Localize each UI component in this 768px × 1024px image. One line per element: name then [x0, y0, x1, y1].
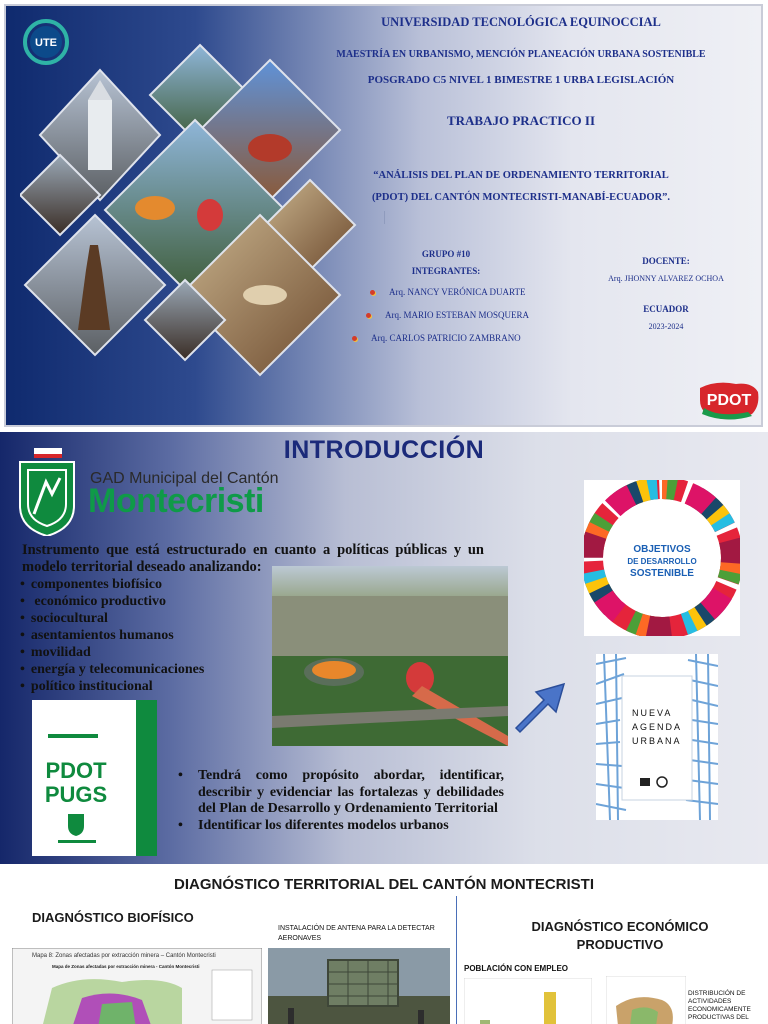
photo-collage: [20, 40, 365, 400]
bullet-icon: [370, 290, 375, 295]
population-caption: POBLACIÓN CON EMPLEO: [464, 964, 569, 973]
gad-name: Montecristi: [88, 482, 264, 520]
diagnostic-title: DIAGNÓSTICO TERRITORIAL DEL CANTÓN MONTECRISTI: [173, 876, 594, 893]
purpose-list: [174, 768, 504, 834]
nueva-agenda-urbana-cover: [596, 654, 718, 820]
divider: [456, 896, 457, 1024]
distribution-caption: DISTRIBUCIÓN DE ACTIVIDADES ECONOMICAMENTE PRODUCTIVAS DEL: [688, 990, 751, 1021]
slide-title: INTRODUCCIÓN: [283, 436, 485, 464]
period: 2023-2024: [648, 322, 684, 331]
list-item: • componentes biofísico: [20, 576, 204, 593]
gad-shield-logo: [16, 448, 78, 536]
svg-text:NUEVA: NUEVA: [632, 708, 673, 718]
list-item: • energía y telecomunicaciones: [20, 661, 204, 678]
gad-subtitle: GAD Municipal del Cantón: [90, 470, 279, 487]
svg-text:PDOT: PDOT: [706, 392, 752, 409]
svg-text:URBANA: URBANA: [632, 736, 682, 746]
master-program: MAESTRÍA EN URBANISMO, MENCIÓN PLANEACIÓN URBANA SOSTENIBLE: [336, 49, 706, 60]
bullet-icon: [366, 313, 371, 318]
svg-text:Mapa de Zonas afectadas por ex: Mapa de Zonas afectadas por extracción minera - Cantón Montecristi: [52, 964, 200, 969]
economic-heading: DIAGNÓSTICO ECONÓMICO PRODUCTIVO: [531, 919, 709, 952]
svg-text:UTE: UTE: [35, 37, 57, 49]
group-number: GRUPO #10: [421, 249, 471, 259]
teacher-label: DOCENTE:: [642, 256, 690, 266]
introduction-slide: [0, 432, 768, 864]
svg-text:SOSTENIBLE: SOSTENIBLE: [630, 568, 694, 579]
arrow-icon: [510, 678, 570, 738]
pdot-logo: [696, 378, 762, 422]
sdg-wheel-logo: [584, 480, 740, 636]
bullet-icon: [352, 336, 357, 341]
title-slide: [4, 4, 763, 427]
svg-text:PUGS: PUGS: [44, 782, 108, 807]
aerial-city-photo: [272, 566, 508, 746]
radar-antenna-photo: [268, 948, 450, 1024]
list-item: • movilidad: [20, 644, 204, 661]
university-name: UNIVERSIDAD TECNOLÓGICA EQUINOCCIAL: [381, 15, 661, 29]
pdot-pugs-cover: [32, 700, 157, 856]
members-label: INTEGRANTES:: [411, 266, 481, 276]
country: ECUADOR: [643, 304, 689, 314]
svg-text:PDOT: PDOT: [45, 758, 107, 783]
list-item: • Tendrá como propósito abordar, identificar, describir y evidenciar las fortalezas y debilidades del Plan de Desarrollo y Ordenamiento Territorial: [174, 768, 504, 818]
member-1: Arq. NANCY VERÓNICA DUARTE: [370, 287, 525, 297]
components-list: [20, 576, 204, 695]
member-3: Arq. CARLOS PATRICIO ZAMBRANO: [352, 333, 521, 343]
svg-text:DE DESARROLLO: DE DESARROLLO: [627, 557, 697, 566]
list-item: • económico productivo: [20, 593, 204, 610]
svg-text:AGENDA: AGENDA: [632, 722, 683, 732]
intro-paragraph: Instrumento que está estructurado en cuanto a políticas públicas y un modelo territorial deseado analizando:: [22, 542, 484, 575]
list-item: • político institucional: [20, 678, 204, 695]
employment-chart: [464, 978, 592, 1024]
list-item: • sociocultural: [20, 610, 204, 627]
posgrado-line: POSGRADO C5 NIVEL 1 BIMESTRE 1 URBA LEGISLACIÓN: [367, 74, 675, 86]
text-cursor: [384, 211, 385, 224]
teacher-name: Arq. JHONNY ALVAREZ OCHOA: [608, 274, 724, 283]
mining-zones-map: [12, 948, 262, 1024]
diagnostic-slide: [0, 866, 768, 1024]
antenna-caption: INSTALACIÓN DE ANTENA PARA LA DETECTAR AERONAVES: [278, 925, 435, 942]
svg-text:OBJETIVOS: OBJETIVOS: [633, 544, 691, 555]
svg-text:Mapa 8: Zonas afectadas por ex: Mapa 8: Zonas afectadas por extracción minera – Cantón Montecristi: [32, 953, 216, 959]
biophysical-heading: DIAGNÓSTICO BIOFÍSICO: [32, 910, 194, 925]
economic-activities-map: [606, 976, 686, 1024]
work-title: TRABAJO PRACTICO II: [446, 113, 596, 128]
analysis-line-1: “ANÁLISIS DEL PLAN DE ORDENAMIENTO TERRITORIAL: [373, 170, 669, 181]
list-item: • Identificar los diferentes modelos urbanos: [174, 818, 504, 835]
member-2: Arq. MARIO ESTEBAN MOSQUERA: [366, 310, 529, 320]
list-item: • asentamientos humanos: [20, 627, 204, 644]
analysis-line-2: (PDOT) DEL CANTÓN MONTECRISTI-MANABÍ-ECUADOR”.: [371, 192, 671, 203]
